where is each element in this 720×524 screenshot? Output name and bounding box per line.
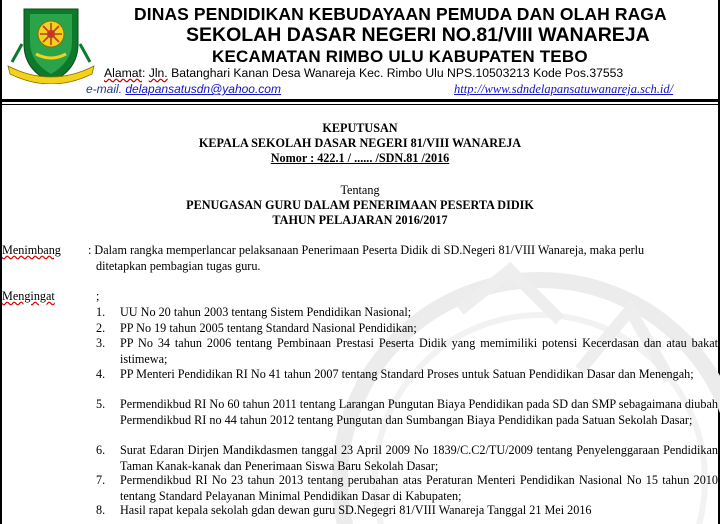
- list-item-number: 2.: [96, 321, 106, 335]
- decree-heading: KEPUTUSAN: [322, 121, 398, 135]
- website-link[interactable]: http://www.sdndelapansatuwanareja.sch.id/: [454, 82, 674, 96]
- subject-line-1: PENUGASAN GURU DALAM PENERIMAAN PESERTA DIDIK: [186, 198, 534, 212]
- list-item-number: 8.: [96, 503, 106, 517]
- list-item-text: Hasil rapat kepala sekolah gdan dewan guru SD.Negegri 81/VIII Wanareja Tanggal 21 Mei 2016: [120, 503, 592, 517]
- header-email: [86, 82, 281, 96]
- decree-issuer: KEPALA SEKOLAH DASAR NEGERI 81/VIII WANAREJA: [198, 136, 522, 150]
- address-rest: Batanghari Kanan Desa Wanareja Kec. Rimbo Ulu NPS.10503213 Kode Pos.37553: [171, 66, 624, 80]
- header-office: DINAS PENDIDIKAN KEBUDAYAAN PEMUDA DAN OLAH RAGA: [134, 4, 667, 24]
- list-item-text: Surat Edaran Dirjen Mandikdasmen tanggal 23 April 2009 No 1839/C.C2/TU/2009 tentang Penyelenggaraan Pendidikan Taman Kanak-kanak dan Penerimaan Siswa Baru Sekolah Dasar;: [120, 443, 718, 473]
- header-school: SEKOLAH DASAR NEGERI NO.81/VIII WANAREJA: [186, 24, 650, 46]
- list-item-text: UU No 20 tahun 2003 tentang Sistem Pendidikan Nasional;: [120, 305, 412, 319]
- list-item-text: PP No 19 tahun 2005 tentang Standard Nasional Pendidikan;: [120, 321, 417, 335]
- menimbang-text-1: : Dalam rangka memperlancar pelaksanaan Penerimaan Peserta Didik di SD.Negeri 81/VIII Wanareja, maka perlu: [88, 243, 645, 257]
- list-item-number: 1.: [96, 305, 106, 319]
- list-item-number: 4.: [96, 367, 106, 381]
- header-address: [104, 66, 623, 80]
- address-colon: :: [141, 66, 146, 80]
- regency-logo: [4, 4, 98, 84]
- about-label: Tentang: [340, 183, 380, 197]
- address-jln: Jln.: [148, 66, 168, 80]
- list-item-number: 3.: [96, 336, 106, 350]
- list-item-text: Permendikbud RI No 23 tahun 2013 tentang perubahan atas Peraturan Menteri Pendidikan Nasional No 15 tahun 2010 tentang Standard Pelayanan Minimal Pendidikan Dasar di Kabupaten;: [120, 473, 718, 503]
- menimbang-label: Menimbang: [2, 243, 61, 257]
- header-district: KECAMATAN RIMBO ULU KABUPATEN TEBO: [212, 47, 588, 66]
- list-item-number: 7.: [96, 473, 106, 487]
- list-item-text: PP No 34 tahun 2006 tentang Pembinaan Prestasi Peserta Didik yang memimiliki potensi Kecerdasan dan atau bakat istimewa;: [120, 336, 718, 366]
- address-label: Alamat: [104, 66, 142, 80]
- list-item-text: Permendikbud RI No 60 tahun 2011 tentang Larangan Pungutan Biaya Pendidikan pada SD dan SMP sebagaimana diubah Permendikbud RI no 44 tahun 2012 tentang Pungutan dan Sumbangan Biaya Pendidikan pada Satuan Sekolah Dasar;: [120, 397, 718, 427]
- list-item-number: 6.: [96, 443, 106, 457]
- mengingat-colon: ;: [96, 289, 100, 303]
- header-rule-thin: [2, 104, 718, 105]
- menimbang-text-2: ditetapkan pembagian tugas guru.: [96, 259, 261, 273]
- header-rule-thick: [2, 99, 718, 102]
- decree-number: Nomor : 422.1 / ...... /SDN.81 /2016: [270, 151, 450, 165]
- subject-line-2: TAHUN PELAJARAN 2016/2017: [272, 213, 448, 227]
- email-link[interactable]: delapansatusdn@yahoo.com: [125, 82, 281, 96]
- left-border: [0, 0, 2, 524]
- list-item-text: PP Menteri Pendidikan RI No 41 tahun 2007 tentang Standard Proses untuk Satuan Pendidikan Dasar dan Menengah;: [120, 367, 694, 381]
- list-item-number: 5.: [96, 397, 106, 411]
- mengingat-label: Mengingat: [2, 289, 55, 303]
- email-label: e-mail.: [86, 82, 123, 96]
